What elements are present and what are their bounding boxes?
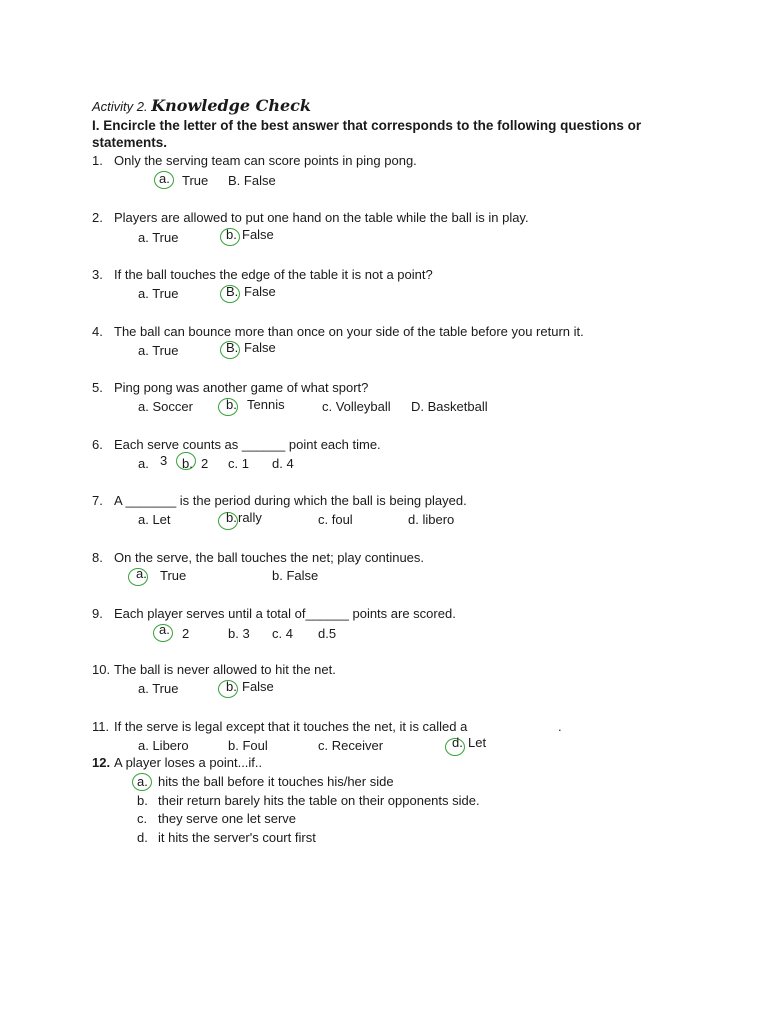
q5-number: 5. bbox=[92, 380, 103, 395]
q9-number: 9. bbox=[92, 606, 103, 621]
q6-number: 6. bbox=[92, 437, 103, 452]
q3-option-b: False bbox=[244, 284, 276, 299]
q7-text: A _______ is the period during which the ball is being played. bbox=[114, 493, 467, 508]
instructions-line2: statements. bbox=[92, 135, 168, 150]
q5-text: Ping pong was another game of what sport? bbox=[114, 380, 369, 395]
q11-text: If the serve is legal except that it touches the net, it is called a bbox=[114, 719, 468, 734]
q6-handwritten-answer: 3 bbox=[160, 453, 168, 468]
q6-text: Each serve counts as ______ point each time. bbox=[114, 437, 381, 452]
q1-number: 1. bbox=[92, 153, 103, 168]
q12-option-a-letter: a. bbox=[137, 774, 148, 789]
q2-number: 2. bbox=[92, 210, 103, 225]
q6-option-b: 2 bbox=[201, 456, 209, 471]
q4-option-a: a. True bbox=[138, 343, 179, 358]
q3-option-a: a. True bbox=[138, 286, 179, 301]
q1-option-b: B. False bbox=[228, 173, 276, 188]
q2-option-b-letter: b. bbox=[226, 227, 237, 242]
q2-text: Players are allowed to put one hand on the table while the ball is in play. bbox=[114, 210, 529, 225]
q4-option-b-letter: B. bbox=[226, 340, 239, 355]
q12-option-b: their return barely hits the table on their opponents side. bbox=[158, 793, 480, 808]
q12-option-c-letter: c. bbox=[137, 811, 148, 826]
q6-option-b-letter: b. bbox=[182, 456, 193, 471]
q8-option-a: True bbox=[160, 568, 187, 583]
q1-option-a: True bbox=[182, 173, 209, 188]
q7-option-b: rally bbox=[238, 510, 262, 525]
q12-text: A player loses a point...if.. bbox=[114, 755, 263, 770]
q4-number: 4. bbox=[92, 324, 103, 339]
q5-option-c: c. Volleyball bbox=[322, 399, 391, 414]
q8-text: On the serve, the ball touches the net; play continues. bbox=[114, 550, 425, 565]
q6-option-a: a. bbox=[138, 456, 149, 471]
q1-text: Only the serving team can score points in ping pong. bbox=[114, 153, 417, 168]
q7-number: 7. bbox=[92, 493, 103, 508]
q8-option-b: b. False bbox=[272, 568, 319, 583]
q8-option-a-letter: a. bbox=[136, 566, 147, 581]
q11-option-d-letter: d. bbox=[452, 735, 463, 750]
q3-number: 3. bbox=[92, 267, 103, 282]
q12-option-b-letter: b. bbox=[137, 793, 148, 808]
q12-number: 12. bbox=[92, 755, 111, 770]
q12-option-a: hits the ball before it touches his/her side bbox=[158, 774, 394, 789]
q7-option-c: c. foul bbox=[318, 512, 353, 527]
q11-number: 11. bbox=[92, 719, 110, 734]
q4-option-b: False bbox=[244, 340, 276, 355]
q9-option-b: b. 3 bbox=[228, 626, 250, 641]
q7-option-a: a. Let bbox=[138, 512, 171, 527]
q12-option-d: it hits the server's court first bbox=[158, 830, 316, 845]
q5-option-d: D. Basketball bbox=[411, 399, 488, 414]
q4-text: The ball can bounce more than once on your side of the table before you return it. bbox=[114, 324, 584, 339]
q10-option-b: False bbox=[242, 679, 274, 694]
q3-text: If the ball touches the edge of the table it is not a point? bbox=[114, 267, 433, 282]
q11-option-a: a. Libero bbox=[138, 738, 189, 753]
q10-text: The ball is never allowed to hit the net. bbox=[114, 662, 336, 677]
q10-option-a: a. True bbox=[138, 681, 179, 696]
q9-option-a: 2 bbox=[182, 626, 190, 641]
q11-option-b: b. Foul bbox=[228, 738, 268, 753]
q9-option-c: c. 4 bbox=[272, 626, 293, 641]
activity-label: Activity 2. bbox=[92, 99, 148, 114]
instructions-line1: I. Encircle the letter of the best answer that corresponds to the following questions or bbox=[92, 118, 642, 133]
q5-option-b: Tennis bbox=[247, 397, 285, 412]
q3-option-b-letter: B. bbox=[226, 284, 239, 299]
q7-option-b-letter: b. bbox=[226, 510, 237, 525]
q6-option-c: c. 1 bbox=[228, 456, 249, 471]
q9-option-d: d.5 bbox=[318, 626, 337, 641]
q10-number: 10. bbox=[92, 662, 111, 677]
q11-option-c: c. Receiver bbox=[318, 738, 384, 753]
q7-option-d: d. libero bbox=[408, 512, 455, 527]
q9-option-a-letter: a. bbox=[159, 622, 170, 637]
q2-option-a: a. True bbox=[138, 230, 179, 245]
activity-title: Knowledge Check bbox=[151, 96, 311, 115]
q10-option-b-letter: b. bbox=[226, 679, 237, 694]
q11-period: . bbox=[558, 719, 562, 734]
q5-option-b-letter: b. bbox=[226, 397, 237, 412]
activity-heading bbox=[92, 98, 311, 115]
q8-number: 8. bbox=[92, 550, 103, 565]
q6-option-d: d. 4 bbox=[272, 456, 294, 471]
q2-option-b: False bbox=[242, 227, 274, 242]
q9-text: Each player serves until a total of______ points are scored. bbox=[114, 606, 456, 621]
q5-option-a: a. Soccer bbox=[138, 399, 193, 414]
q12-option-c: they serve one let serve bbox=[158, 811, 297, 826]
q1-option-a-letter: a. bbox=[159, 171, 170, 186]
q11-option-d: Let bbox=[468, 735, 487, 750]
q12-option-d-letter: d. bbox=[137, 830, 148, 845]
